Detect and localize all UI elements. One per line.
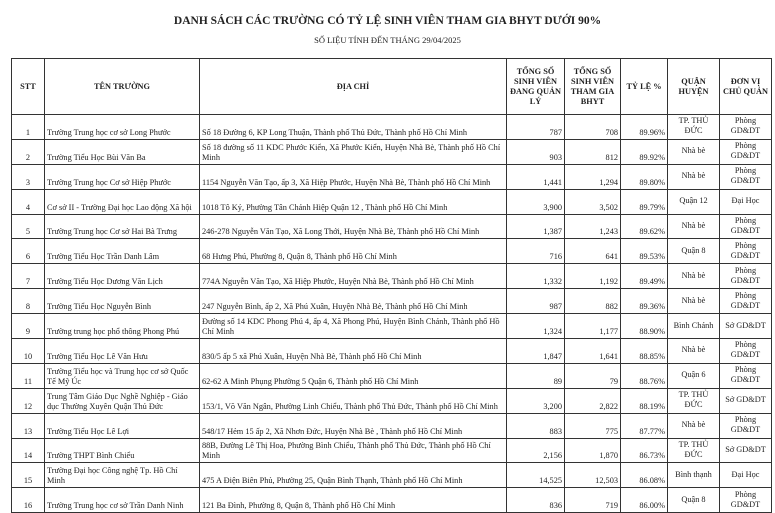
stt-cell: 9	[12, 314, 45, 339]
school-name-cell: Trường Trung học cơ sở Trần Danh Ninh	[45, 488, 200, 513]
stt-cell: 16	[12, 488, 45, 513]
managing-unit-cell: Đại Học	[720, 189, 772, 214]
address-cell: 1018 Tô Ký, Phường Tân Chánh Hiệp Quận 12 , Thành phố Hồ Chí Minh	[200, 189, 507, 214]
district-cell: Quận 12	[668, 189, 720, 214]
managing-unit-cell: Phòng GD&DT	[720, 363, 772, 388]
school-name-cell: Trường Tiểu Học Lê Văn Hưu	[45, 339, 200, 364]
school-name-cell: Trường Trung học Cơ sở Hiệp Phước	[45, 164, 200, 189]
address-cell: Số 18 Đường 6, KP Long Thuận, Thành phố Thủ Đức, Thành phố Hồ Chí Minh	[200, 115, 507, 140]
rate-cell: 89.79%	[621, 189, 668, 214]
managing-unit-cell: Đại Học	[720, 463, 772, 488]
insured-students-cell: 1,177	[565, 314, 621, 339]
address-cell: 247 Nguyễn Bình, ấp 2, Xã Phú Xuân, Huyện Nhà Bè, Thành phố Hồ Chí Minh	[200, 289, 507, 314]
managing-unit-cell: Sở GD&DT	[720, 388, 772, 413]
rate-cell: 88.76%	[621, 363, 668, 388]
district-cell: TP. THỦ ĐỨC	[668, 115, 720, 140]
managing-unit-cell: Phòng GD&DT	[720, 115, 772, 140]
school-name-cell: Trung Tâm Giáo Dục Nghề Nghiệp - Giáo dục Thường Xuyên Quận Thủ Đức	[45, 388, 200, 413]
insured-students-cell: 3,502	[565, 189, 621, 214]
managing-unit-cell: Phòng GD&DT	[720, 264, 772, 289]
address-cell: 548/17 Hẻm 15 ấp 2, Xã Nhơn Đức, Huyện Nhà Bè , Thành phố Hồ Chí Minh	[200, 413, 507, 438]
table-row	[12, 413, 772, 438]
district-cell: Nhà bè	[668, 264, 720, 289]
table-header	[12, 59, 772, 115]
insured-students-cell: 1,641	[565, 339, 621, 364]
total-students-cell: 1,332	[507, 264, 565, 289]
district-cell: Nhà bè	[668, 139, 720, 164]
managing-unit-cell: Phòng GD&DT	[720, 289, 772, 314]
managing-unit-cell: Sở GD&DT	[720, 314, 772, 339]
rate-cell: 89.36%	[621, 289, 668, 314]
header-address: ĐỊA CHỈ	[200, 59, 507, 115]
address-cell: 88B, Đường Lê Thị Hoa, Phường Bình Chiểu, Thành phố Thủ Đức, Thành phố Hồ Chí Minh	[200, 438, 507, 463]
address-cell: 475 A Điện Biên Phủ, Phường 25, Quận Bình Thạnh, Thành phố Hồ Chí Minh	[200, 463, 507, 488]
header-insured-students: TỔNG SỐ SINH VIÊN THAM GIA BHYT	[565, 59, 621, 115]
total-students-cell: 836	[507, 488, 565, 513]
managing-unit-cell: Phòng GD&DT	[720, 214, 772, 239]
table-row	[12, 214, 772, 239]
stt-cell: 14	[12, 438, 45, 463]
address-cell: 774A Nguyễn Văn Tạo, Xã Hiệp Phước, Huyện Nhà Bè, Thành phố Hồ Chí Minh	[200, 264, 507, 289]
stt-cell: 15	[12, 463, 45, 488]
stt-cell: 6	[12, 239, 45, 264]
insured-students-cell: 882	[565, 289, 621, 314]
rate-cell: 88.85%	[621, 339, 668, 364]
insured-students-cell: 2,822	[565, 388, 621, 413]
district-cell: Nhà bè	[668, 413, 720, 438]
stt-cell: 4	[12, 189, 45, 214]
address-cell: Số 18 đường số 11 KDC Phước Kiển, Xã Phước Kiển, Huyện Nhà Bè, Thành phố Hồ Chí Minh	[200, 139, 507, 164]
district-cell: Nhà bè	[668, 214, 720, 239]
insured-students-cell: 12,503	[565, 463, 621, 488]
rate-cell: 86.73%	[621, 438, 668, 463]
managing-unit-cell: Sở GD&DT	[720, 438, 772, 463]
total-students-cell: 1,847	[507, 339, 565, 364]
address-cell: 62-62 A Minh Phụng Phường 5 Quận 6, Thành phố Hồ Chí Minh	[200, 363, 507, 388]
table-row	[12, 115, 772, 140]
stt-cell: 11	[12, 363, 45, 388]
header-rate: TỶ LỆ %	[621, 59, 668, 115]
insured-students-cell: 1,192	[565, 264, 621, 289]
insured-students-cell: 708	[565, 115, 621, 140]
rate-cell: 86.08%	[621, 463, 668, 488]
managing-unit-cell: Phòng GD&DT	[720, 413, 772, 438]
address-cell: 68 Hưng Phú, Phường 8, Quận 8, Thành phố Hồ Chí Minh	[200, 239, 507, 264]
district-cell: Quận 8	[668, 488, 720, 513]
table-row	[12, 239, 772, 264]
stt-cell: 3	[12, 164, 45, 189]
district-cell: Nhà bè	[668, 339, 720, 364]
table-row	[12, 339, 772, 364]
header-managing-unit: ĐƠN VỊ CHỦ QUẢN	[720, 59, 772, 115]
insured-students-cell: 775	[565, 413, 621, 438]
header-stt: STT	[12, 59, 45, 115]
total-students-cell: 716	[507, 239, 565, 264]
insured-students-cell: 641	[565, 239, 621, 264]
header-district: QUẬN HUYỆN	[668, 59, 720, 115]
stt-cell: 8	[12, 289, 45, 314]
district-cell: Nhà bè	[668, 164, 720, 189]
district-cell: TP. THỦ ĐỨC	[668, 438, 720, 463]
rate-cell: 89.80%	[621, 164, 668, 189]
table-row	[12, 488, 772, 513]
address-cell: 1154 Nguyễn Văn Tạo, ấp 3, Xã Hiệp Phước, Huyện Nhà Bè, Thành phố Hồ Chí Minh	[200, 164, 507, 189]
table-row	[12, 314, 772, 339]
total-students-cell: 3,900	[507, 189, 565, 214]
insured-students-cell: 812	[565, 139, 621, 164]
managing-unit-cell: Phòng GD&DT	[720, 239, 772, 264]
school-name-cell: Trường Tiểu Học Lê Lợi	[45, 413, 200, 438]
address-cell: 121 Ba Đình, Phường 8, Quận 8, Thành phố Hồ Chí Minh	[200, 488, 507, 513]
total-students-cell: 1,441	[507, 164, 565, 189]
insured-students-cell: 1,870	[565, 438, 621, 463]
stt-cell: 5	[12, 214, 45, 239]
header-total-students: TỔNG SỐ SINH VIÊN ĐANG QUẢN LÝ	[507, 59, 565, 115]
district-cell: Nhà bè	[668, 289, 720, 314]
managing-unit-cell: Phòng GD&DT	[720, 339, 772, 364]
insured-students-cell: 79	[565, 363, 621, 388]
managing-unit-cell: Phòng GD&DT	[720, 164, 772, 189]
school-name-cell: Trường Tiểu Học Trần Danh Lâm	[45, 239, 200, 264]
school-name-cell: Cơ sở II - Trường Đại học Lao động Xã hội	[45, 189, 200, 214]
stt-cell: 1	[12, 115, 45, 140]
school-name-cell: Trường Tiểu Học Nguyễn Bình	[45, 289, 200, 314]
school-name-cell: Trường Tiểu Học Dương Văn Lịch	[45, 264, 200, 289]
rate-cell: 89.62%	[621, 214, 668, 239]
rate-cell: 88.19%	[621, 388, 668, 413]
rate-cell: 87.77%	[621, 413, 668, 438]
total-students-cell: 1,387	[507, 214, 565, 239]
document-title: DANH SÁCH CÁC TRƯỜNG CÓ TỶ LỆ SINH VIÊN THAM GIA BHYT DƯỚI 90%	[173, 15, 602, 27]
district-cell: Quận 6	[668, 363, 720, 388]
table-row	[12, 139, 772, 164]
table-row	[12, 463, 772, 488]
stt-cell: 12	[12, 388, 45, 413]
rate-cell: 89.96%	[621, 115, 668, 140]
table-row	[12, 438, 772, 463]
rate-cell: 88.90%	[621, 314, 668, 339]
total-students-cell: 883	[507, 413, 565, 438]
insured-students-cell: 719	[565, 488, 621, 513]
district-cell: TP. THỦ ĐỨC	[668, 388, 720, 413]
managing-unit-cell: Phòng GD&DT	[720, 139, 772, 164]
address-cell: 830/5 ấp 5 xã Phú Xuân, Huyện Nhà Bè, Thành phố Hồ Chí Minh	[200, 339, 507, 364]
table-row	[12, 189, 772, 214]
schools-table	[11, 58, 772, 513]
total-students-cell: 1,324	[507, 314, 565, 339]
district-cell: Bình Chánh	[668, 314, 720, 339]
total-students-cell: 903	[507, 139, 565, 164]
stt-cell: 13	[12, 413, 45, 438]
address-cell: Đường số 14 KDC Phong Phú 4, ấp 4, Xã Phong Phú, Huyện Bình Chánh, Thành phố Hồ Chí Minh	[200, 314, 507, 339]
table-row	[12, 264, 772, 289]
school-name-cell: Trường trung học phổ thông Phong Phú	[45, 314, 200, 339]
managing-unit-cell: Phòng GD&DT	[720, 488, 772, 513]
table-row	[12, 388, 772, 413]
total-students-cell: 987	[507, 289, 565, 314]
district-cell: Quận 8	[668, 239, 720, 264]
rate-cell: 89.53%	[621, 239, 668, 264]
total-students-cell: 14,525	[507, 463, 565, 488]
insured-students-cell: 1,294	[565, 164, 621, 189]
rate-cell: 89.49%	[621, 264, 668, 289]
header-school-name: TÊN TRƯỜNG	[45, 59, 200, 115]
total-students-cell: 89	[507, 363, 565, 388]
school-name-cell: Trường Đại học Công nghệ Tp. Hồ Chí Minh	[45, 463, 200, 488]
district-cell: Bình thạnh	[668, 463, 720, 488]
rate-cell: 89.92%	[621, 139, 668, 164]
stt-cell: 7	[12, 264, 45, 289]
school-name-cell: Trường Trung học cơ sở Long Phước	[45, 115, 200, 140]
address-cell: 153/1, Võ Văn Ngân, Phường Linh Chiểu, Thành phố Thủ Đức, Thành phố Hồ Chí Minh	[200, 388, 507, 413]
stt-cell: 2	[12, 139, 45, 164]
document-subtitle: SỐ LIỆU TÍNH ĐẾN THÁNG 29/04/2025	[314, 35, 461, 45]
table-row	[12, 363, 772, 388]
school-name-cell: Trường THPT Bình Chiểu	[45, 438, 200, 463]
school-name-cell: Trường Trung học Cơ sở Hai Bà Trưng	[45, 214, 200, 239]
stt-cell: 10	[12, 339, 45, 364]
total-students-cell: 2,156	[507, 438, 565, 463]
rate-cell: 86.00%	[621, 488, 668, 513]
address-cell: 246-278 Nguyễn Văn Tạo, Xã Long Thới, Huyện Nhà Bè, Thành phố Hồ Chí Minh	[200, 214, 507, 239]
total-students-cell: 3,200	[507, 388, 565, 413]
table-row	[12, 289, 772, 314]
total-students-cell: 787	[507, 115, 565, 140]
insured-students-cell: 1,243	[565, 214, 621, 239]
school-name-cell: Trường Tiểu Học Bùi Văn Ba	[45, 139, 200, 164]
school-name-cell: Trường Tiểu học và Trung học cơ sở Quốc Tế Mỹ Úc	[45, 363, 200, 388]
table-row	[12, 164, 772, 189]
